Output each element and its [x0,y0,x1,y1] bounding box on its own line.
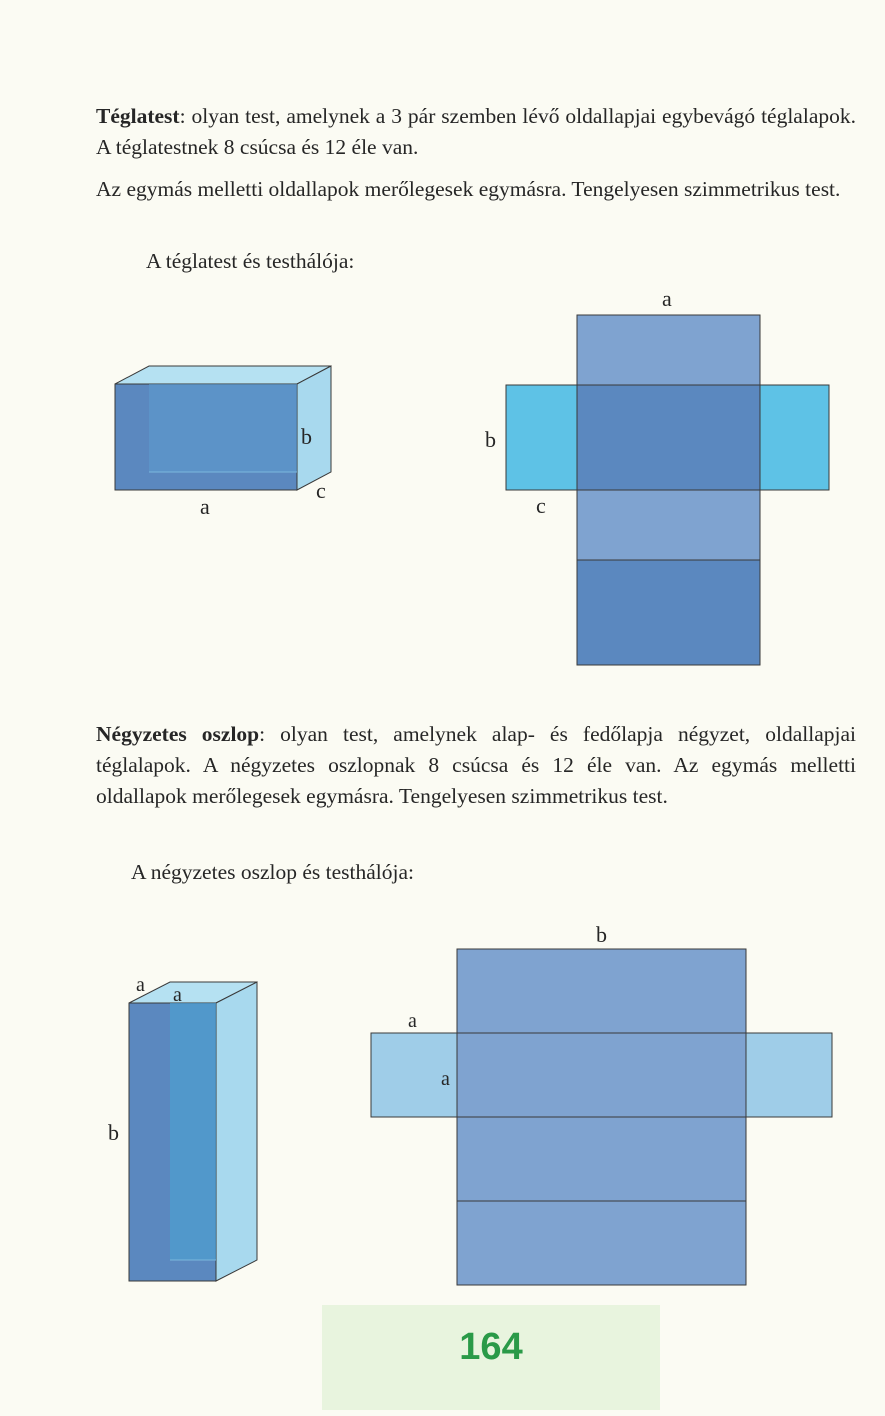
cuboid-net [485,286,829,665]
net2-face-4 [457,1201,746,1285]
net1-label-c: c [536,493,546,518]
prism-label-a-right: a [173,984,182,1006]
net1-label-b: b [485,427,496,452]
page-number: 164 [459,1326,523,1368]
net2-face-2 [457,1033,746,1117]
net2-label-a-top: a [408,1010,417,1032]
cuboid-figure [115,366,331,519]
term-negyzetes-oszlop: Négyzetes oszlop [96,722,260,746]
cuboid-back-face-hint [149,384,297,472]
net1-front-face [577,385,760,490]
prism-back-face-hint [170,1003,216,1260]
definition-negyzetes-oszlop-text: : olyan test, amelynek alap- és fedőlapja négyzet, oldallapjai téglalapok. A négyzetes oszlopnak 8 csúcsa és 12 éle van. Az egymás melletti oldallapok merőlegesek egymásra. Tengelyesen szimmetrikus test. [96,722,856,808]
caption-negyzetes-oszlop: A négyzetes oszlop és testhálója: [131,860,415,884]
square-prism-figure [108,974,257,1281]
net2-face-3 [457,1117,746,1201]
square-prism-net [371,922,832,1285]
definition-teglatest-text: : olyan test, amelynek a 3 pár szemben lévő oldallapjai egybevágó téglalapok. A téglatestnek 8 csúcsa és 12 éle van. [96,104,856,159]
net2-face-1 [457,949,746,1033]
net1-label-a: a [662,286,672,311]
cuboid-label-b: b [301,424,312,449]
net2-label-a-side: a [441,1068,450,1090]
net1-left-face [506,385,577,490]
prism-label-b: b [108,1120,119,1145]
cuboid-top-face [115,366,331,384]
net2-right-face [746,1033,832,1117]
paragraph-teglatest-properties: Az egymás melletti oldallapok merőlegesek egymásra. Tengelyesen szimmetrikus test. [96,177,841,201]
net1-bottom-face [577,490,760,560]
cuboid-label-a: a [200,494,210,519]
net1-top-face [577,315,760,385]
prism-side-face [216,982,257,1281]
caption-teglatest: A téglatest és testhálója: [146,249,355,273]
net2-label-b: b [596,922,607,947]
net1-right-face [760,385,829,490]
prism-label-a-left: a [136,974,145,996]
cuboid-label-c: c [316,478,326,503]
net1-back-face [577,560,760,665]
term-teglatest: Téglatest [96,104,180,128]
